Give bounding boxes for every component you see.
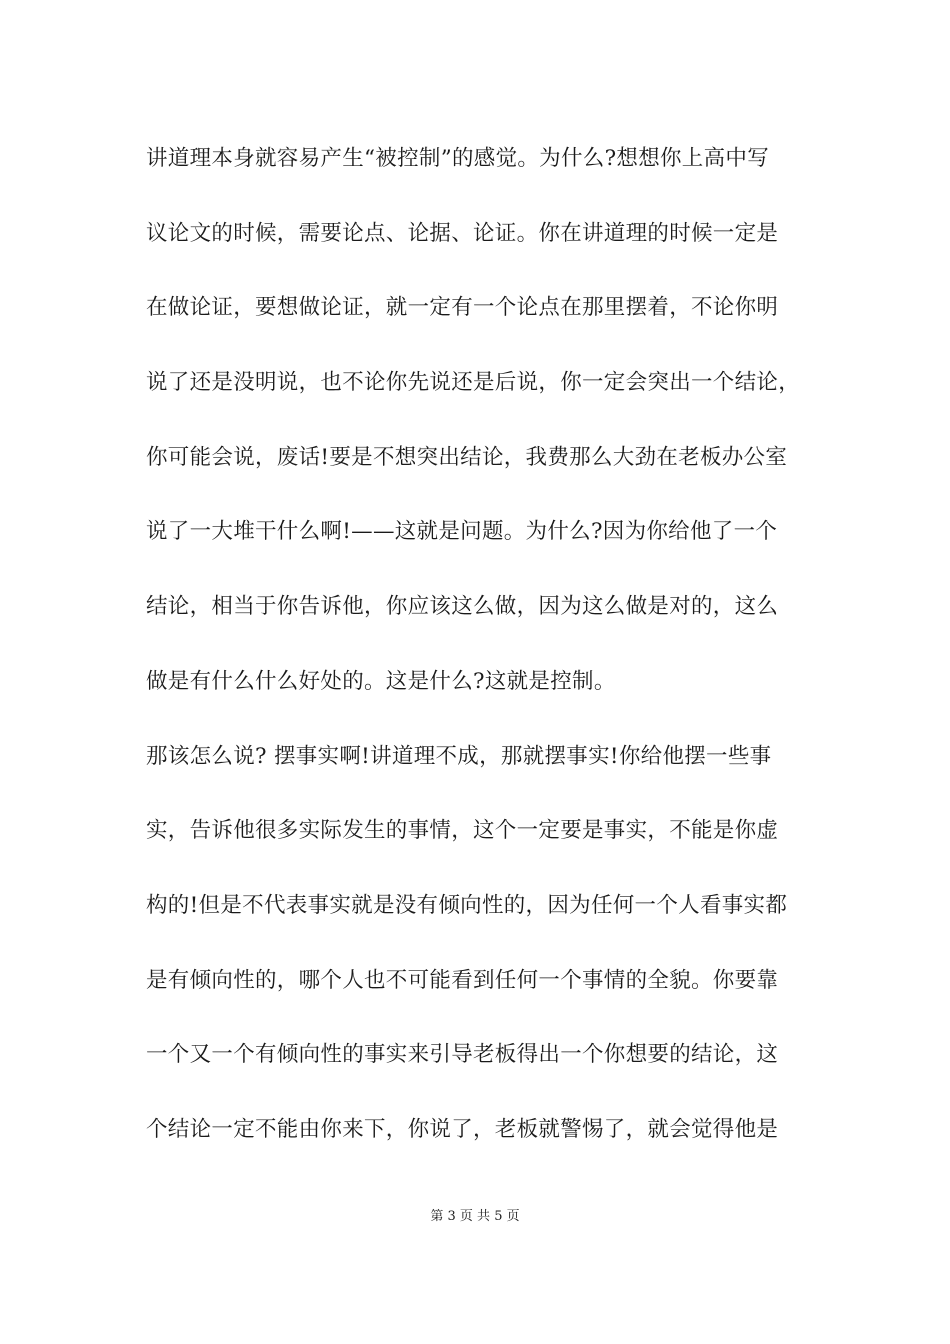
text-line: 说了一大堆干什么啊!——这就是问题。为什么?因为你给他了一个 xyxy=(146,519,778,545)
text-line: 结论，相当于你告诉他，你应该这么做，因为这么做是对的，这么 xyxy=(146,594,779,620)
text-line: 个结论一定不能由你来下，你说了，老板就警惕了，就会觉得他是 xyxy=(146,1116,779,1142)
text-line: 是有倾向性的，哪个人也不可能看到任何一个事情的全貌。你要靠 xyxy=(146,967,779,993)
text-line: 在做论证，要想做论证，就一定有一个论点在那里摆着，不论你明 xyxy=(146,295,779,321)
page-footer xyxy=(0,1205,950,1224)
text-line: 构的!但是不代表事实就是没有倾向性的，因为任何一个人看事实都 xyxy=(146,892,788,918)
page-number-label: 第 3 页 共 5 页 xyxy=(430,1209,520,1224)
text-line: 讲道理本身就容易产生“被控制”的感觉。为什么?想想你上高中写 xyxy=(146,146,770,171)
text-line: 实，告诉他很多实际发生的事情，这个一定要是事实，不能是你虚 xyxy=(146,818,779,844)
text-line: 议论文的时候，需要论点、论据、论证。你在讲道理的时候一定是 xyxy=(146,220,779,246)
body-text xyxy=(146,132,822,1178)
text-line: 你可能会说，废话!要是不想突出结论，我费那么大劲在老板办公室 xyxy=(146,444,788,470)
text-line: 那该怎么说? 摆事实啊!讲道理不成，那就摆事实!你给他摆一些事 xyxy=(146,743,772,769)
text-line: 一个又一个有倾向性的事实来引导老板得出一个你想要的结论，这 xyxy=(146,1042,779,1068)
text-line: 说了还是没明说，也不论你先说还是后说，你一定会突出一个结论， xyxy=(146,370,801,396)
text-line: 做是有什么什么好处的。这是什么?这就是控制。 xyxy=(146,668,616,694)
